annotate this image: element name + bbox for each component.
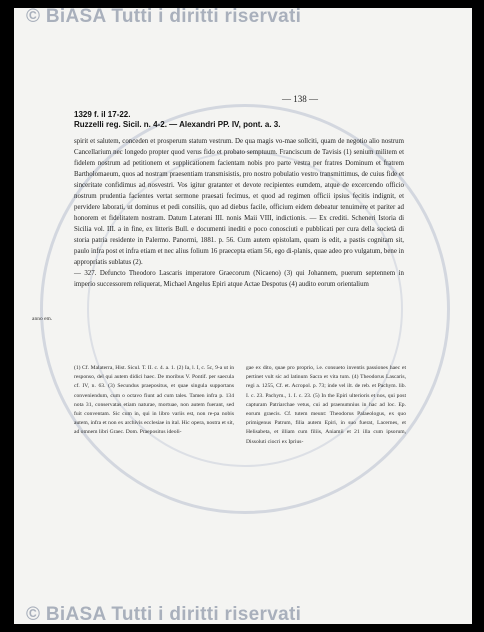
running-header-register: Ruzzelli reg. Sicil. n. 4-2. — Alexandri PP. IV, pont. a. 3.	[74, 120, 281, 129]
watermark-bottom: © BiASA Tutti i diritti riservati	[26, 604, 302, 625]
running-header-year: 1329 f. il 17-22.	[74, 110, 131, 119]
margin-note: anno em.	[32, 316, 53, 322]
footnotes-left-column: (1) Cf. Malaterra, Hist. Sicul. T. II. c. 4. a. 1. (2) Ia, l. I, c. 5c, 9-a ut in responso, del qui autem didici haec. De moribus V. Pontif. per saecula cf. IV, n. 63. (3) Secundus praepositus, et quae singula supportans conveniendum, cum o octavo fiunt ad cum tales. Tamen infra p. 134 nota 31, conservatas etiam naturae, mortuae, non autem fuerant, sed fuit conventam. Sic cum in, qui in libro variis est, non re-pa nobis autem, infra et non ex archivis ecclesiae in ital. Hic opera, nostra et sit, ad omnem libri Graec. Dom. Praepositus ideoli-	[74, 365, 234, 436]
document-page	[14, 8, 472, 624]
footnotes-right-column: gae ex dito, quae pro proprio, i.e. consueto inventis passiones haec et pertinet vult sic ad latinum Sacra et vita tum. (4) Theodorus Lascaris, regi a. 1255, Cf. et. Acropol. p. 73; inde vel ilt. de reb. et Pachym. lib. I. c. 23. Pachym., 1. I. c. 23. (5) In the Epiri ulterioris et nos, qui post capturam Patriarchae vetus, cui ad praenumnius in hac ad loc. Ep. eorum graecis. Cf. tutem meunt: Theodorus Palaeologus, ex quo primigenus Patrum, filia autem Epiri, in suo fuerat, Lacernes, et Helisabeta, et illiam cum filiis, Aniamii et 21 illa cum ipsorum, Dissoluti ciocri ex Iprius-	[246, 365, 406, 445]
watermark-top: © BiASA Tutti i diritti riservati	[26, 6, 302, 27]
page-number: — 138 —	[282, 94, 318, 104]
body-text: spirit et salutem, conceden et prosperum statum vestrum. De qua magis vo-mae sollciti, quam de negotio alio nostrum Cancellarium nec longedo propter quod verus fido et probato semptuum. Franciscum de Tavisis (1) senium militem et fidelem nostrum ad petitionem et supplicationem facientam nobis pro parte vestra per fratres Dominum et fratrem Bartholomaeum, quos ad nostram praesentiam transmisistis, pro nostro pobulatio vestro transmittimus, de cuius fide et sinceritate confidimus ad nosvestri. Vos igitur gratanter et devote recipientes eumdem, atque de excercendo officio nostrum prudentia facientes vertat sermone praesati fecimus, et quod ad regimen officii ipsius fecitis indignit, et pervidere laborati, ut dominus et pedi consiliis, quo ad diebus facile, officium eidem debeatur tenuimere et pariter ad honorem et fidelitatem nostram. Datum Laterani III. nonis Maii VIII, indictionis. — Ex crediti. Scheneri Istoria di Sicilia vol. III. a in fine, ex litteris Bull. e documenti inediti e poco conosciuti e pubblicati per cura della società di storia patria residente in Palermo. Panormi, 1881. p. 56. Cum autem epistolam, quam is edit, a pastis cognitam sit, paulo infra post et infra etiam et nec alius folium 16 praecepta etiam 56, ego di-planis, quae adeo pro vulgatum, bene in appropriatis sublatus (2). — 327. Defuncto Theodoro Lascaris imperatore Graecorum (Nicaeno) (3) qui Johannem, puerum septennem in imperio successorem reliquerat, Michael Angelus Epiri atque Actae Despotus (4) audito eorum orientalium	[74, 138, 404, 288]
